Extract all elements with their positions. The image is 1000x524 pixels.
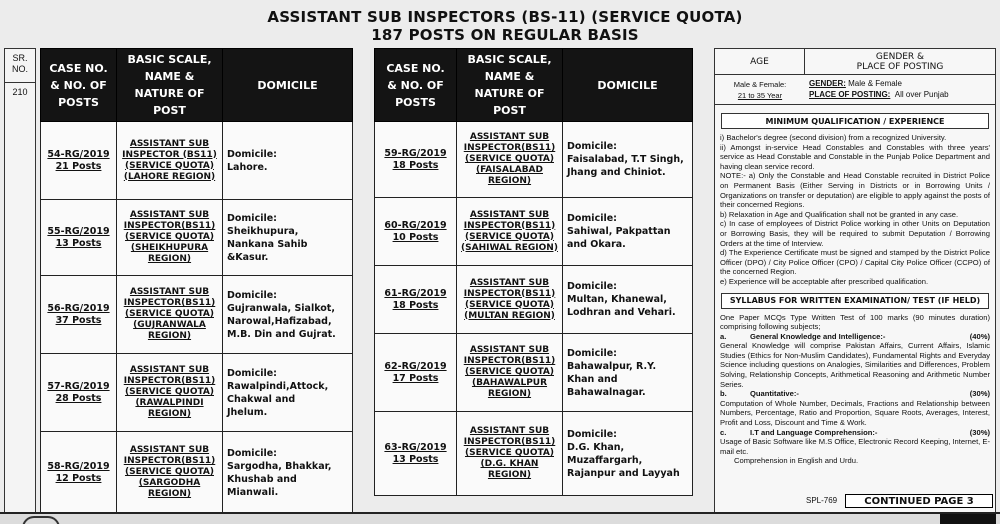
domicile-cell bbox=[223, 200, 353, 276]
domicile-line: Domicile: bbox=[567, 347, 617, 359]
post-scale-line: (SERVICE QUOTA) bbox=[124, 160, 214, 171]
domicile-line: Domicile: bbox=[227, 148, 277, 160]
domicile-line: Domicile: bbox=[567, 213, 617, 224]
domicile-line: Khushab and bbox=[227, 473, 297, 485]
subject-heading bbox=[720, 428, 990, 438]
posts-count: 13 Posts bbox=[55, 237, 102, 249]
header-line: CASE NO. bbox=[49, 61, 108, 75]
case-number: 54-RG/2019 bbox=[47, 148, 110, 160]
domicile-cell bbox=[563, 412, 693, 496]
subject-key: a. bbox=[720, 331, 727, 341]
domicile-line: Sahiwal, Pakpattan bbox=[567, 226, 671, 237]
post-scale-line: REGION) bbox=[487, 176, 532, 186]
post-scale-line: (FAISALABAD bbox=[476, 165, 543, 175]
posts-count: 18 Posts bbox=[392, 159, 439, 171]
table-header-row bbox=[375, 49, 693, 122]
subject-description: Computation of Whole Number, Decimals, Fractions and Relationship between Numbers, Percentage, Ratio and Proportion, Square Roots, Averages, Interest, Profit and Loss, Discount and Time & Work. bbox=[720, 398, 990, 428]
subject-heading bbox=[720, 389, 990, 399]
post-scale-line: (SHEIKHUPURA bbox=[130, 243, 209, 253]
page-number-tab bbox=[940, 514, 996, 524]
post-scale-line: ASSISTANT SUB bbox=[129, 365, 210, 375]
domicile-line: Domicile: bbox=[567, 141, 617, 152]
case-number-cell bbox=[375, 334, 457, 412]
age-value bbox=[715, 75, 805, 104]
domicile-line: Multan, Khanewal, bbox=[567, 294, 667, 305]
post-scale-line: INSPECTOR(BS11) bbox=[123, 456, 216, 466]
subject-title: I.T and Language Comprehension:- bbox=[750, 427, 878, 437]
qualification-item: i) Bachelor's degree (second division) from a recognized University. bbox=[720, 133, 947, 142]
case-number-cell bbox=[41, 276, 117, 354]
title-line-1: ASSISTANT SUB INSPECTORS (BS-11) (SERVICE QUOTA) bbox=[267, 8, 743, 26]
post-scale-cell bbox=[457, 198, 563, 266]
syllabus-header: SYLLABUS FOR WRITTEN EXAMINATION/ TEST (IF HELD) bbox=[721, 293, 989, 309]
posts-count: 13 Posts bbox=[392, 453, 439, 465]
post-scale-line: (SERVICE QUOTA) bbox=[464, 448, 554, 458]
serial-number-column bbox=[4, 48, 36, 522]
qualification-item: c) In case of employees of District Police working in other Units on Deputation or Borrowing Basis, they will be required to submit Deputation / Borrowing Orders at the time of Interview. bbox=[720, 219, 990, 248]
domicile-line: Domicile: bbox=[227, 367, 277, 379]
qualification-header: MINIMUM QUALIFICATION / EXPERIENCE bbox=[721, 113, 989, 129]
header-line: NATURE OF bbox=[134, 87, 205, 100]
posts-table-right bbox=[374, 48, 693, 496]
post-scale-cell bbox=[117, 354, 223, 432]
header-line: NAME & bbox=[484, 70, 535, 83]
serial-number-header bbox=[5, 49, 35, 83]
syllabus-intro: One Paper MCQs Type Written Test of 100 marks (90 minutes duration) comprising following subjects; bbox=[720, 312, 990, 332]
case-number-cell bbox=[41, 354, 117, 432]
serial-number-value: 210 bbox=[12, 87, 28, 97]
subject-pct: (30%) bbox=[969, 389, 990, 399]
post-scale-line: INSPECTOR(BS11) bbox=[463, 356, 556, 366]
case-number-cell bbox=[375, 266, 457, 334]
post-scale-line: ASSISTANT SUB bbox=[469, 277, 550, 288]
domicile-line: Jhelum. bbox=[227, 406, 268, 418]
posts-count: 12 Posts bbox=[55, 472, 102, 484]
case-header bbox=[41, 49, 117, 122]
domicile-line: Muzaffargarh, bbox=[567, 454, 643, 466]
posts-count: 17 Posts bbox=[392, 372, 439, 384]
subject-title: General Knowledge and Intelligence:- bbox=[750, 331, 886, 341]
posts-count: 10 Posts bbox=[392, 231, 439, 243]
header-line: CASE NO. bbox=[386, 61, 445, 75]
case-number: 56-RG/2019 bbox=[47, 302, 110, 314]
header-line: BASIC SCALE, bbox=[467, 53, 552, 66]
header-line: POSTS bbox=[58, 95, 99, 109]
domicile-header: DOMICILE bbox=[563, 49, 693, 122]
post-scale-line: (SERVICE QUOTA) bbox=[124, 309, 214, 319]
domicile-cell bbox=[223, 432, 353, 514]
domicile-line: Faisalabad, T.T Singh, bbox=[567, 154, 684, 165]
syllabus-last: Comprehension in English and Urdu. bbox=[734, 456, 859, 466]
gender-header-line-2: PLACE OF POSTING bbox=[856, 61, 944, 72]
subject-description: General Knowledge will comprise Pakistan Affairs, Current Affairs, Islamic Studies (Ethics for Non-Muslim Candidates), Fundamental Rights and Everyday Science including questions on Analogies, Similarities and Differences, Problem Solving, Relationship Concepts, Arithmetical Reasoning and Arithmetic Number Series. bbox=[720, 341, 990, 389]
header-line: NATURE OF bbox=[474, 87, 545, 100]
case-number-cell bbox=[375, 412, 457, 496]
header-line: & NO. OF bbox=[387, 78, 444, 92]
table-row bbox=[41, 276, 353, 354]
domicile-line: D.G. Khan, bbox=[567, 441, 625, 453]
table-row bbox=[375, 266, 693, 334]
post-scale-line: ASSISTANT SUB bbox=[129, 210, 210, 220]
domicile-line: Lodhran and Vehari. bbox=[567, 307, 676, 318]
syllabus-text bbox=[715, 313, 995, 467]
post-scale-cell bbox=[117, 122, 223, 200]
post-scale-line: INSPECTOR(BS11) bbox=[463, 143, 556, 153]
age-gender-values bbox=[715, 75, 995, 105]
scale-header bbox=[457, 49, 563, 122]
domicile-line: Domicile: bbox=[227, 289, 277, 301]
syllabus-subjects bbox=[720, 332, 990, 457]
posts-count: 21 Posts bbox=[55, 160, 102, 172]
qualification-item: e) Experience will be acceptable after prescribed qualification. bbox=[720, 276, 929, 286]
case-number: 62-RG/2019 bbox=[384, 360, 447, 372]
post-scale-line: INSPECTOR(BS11) bbox=[123, 221, 216, 231]
post-scale-line: (SAHIWAL REGION) bbox=[461, 242, 558, 253]
post-scale-line: ASSISTANT SUB bbox=[129, 445, 210, 455]
post-scale-line: INSPECTOR (BS11) bbox=[122, 149, 217, 160]
posting-text: All over Punjab bbox=[894, 90, 949, 99]
post-scale-cell bbox=[117, 276, 223, 354]
post-scale-line: (GUJRANWALA bbox=[133, 320, 206, 330]
domicile-line: Sheikhupura, bbox=[227, 225, 299, 237]
posts-count: 18 Posts bbox=[392, 299, 439, 311]
table-row bbox=[375, 334, 693, 412]
post-scale-line: REGION) bbox=[147, 254, 192, 264]
post-scale-line: (SERVICE QUOTA) bbox=[124, 467, 214, 477]
case-number: 61-RG/2019 bbox=[384, 287, 447, 299]
subject-pct: (30%) bbox=[969, 427, 990, 437]
post-scale-line: REGION) bbox=[147, 331, 192, 341]
header-line: POST bbox=[493, 104, 526, 117]
post-scale-line: (SERVICE QUOTA) bbox=[124, 387, 214, 397]
post-scale-line: INSPECTOR(BS11) bbox=[463, 437, 556, 447]
posts-table-left bbox=[40, 48, 353, 514]
qualification-item: d) The Experience Certificate must be signed and stamped by the District Police Officer (DPO) / City Police Officer (CPO) / Capital City Police Officer (CCPO) of the concerned Region. bbox=[720, 248, 990, 277]
post-scale-line: ASSISTANT SUB bbox=[469, 132, 550, 142]
table-header-row bbox=[41, 49, 353, 122]
post-scale-line: INSPECTOR(BS11) bbox=[463, 288, 556, 299]
scale-header bbox=[117, 49, 223, 122]
domicile-line: and Okara. bbox=[567, 239, 626, 250]
domicile-line: &Kasur. bbox=[227, 251, 269, 263]
post-scale-line: (SERVICE QUOTA) bbox=[464, 299, 554, 310]
subject-heading bbox=[720, 332, 990, 342]
qualification-item: NOTE:- a) Only the Constable and Head Constable recruited in District Police on Permanent Basis (Either Serving in Districts or in Borrowing Units / Organizations on transfer or deputation) are eligible to apply against the posts of their concerned Regions. bbox=[720, 171, 990, 210]
subject-key: b. bbox=[720, 389, 727, 399]
case-number: 59-RG/2019 bbox=[384, 147, 447, 159]
post-scale-line: INSPECTOR(BS11) bbox=[463, 220, 556, 231]
advert-code: SPL-769 bbox=[806, 496, 838, 505]
case-number-cell bbox=[41, 200, 117, 276]
domicile-line: Sargodha, Bhakkar, bbox=[227, 460, 332, 472]
gender-header bbox=[805, 49, 995, 74]
post-scale-line: (D.G. KHAN bbox=[480, 459, 539, 469]
qualification-item: ii) Amongst in-service Head Constables and Constables with three years' service as Head Constable and Constable in the Punjab Police Department and having clean service record. bbox=[720, 142, 990, 171]
bottom-strip bbox=[0, 512, 1000, 524]
post-scale-line: ASSISTANT SUB bbox=[129, 138, 210, 149]
domicile-line: Domicile: bbox=[227, 447, 277, 459]
gender-header-line-1: GENDER & bbox=[875, 51, 925, 62]
post-scale-cell bbox=[457, 412, 563, 496]
sr-header-line-2: NO. bbox=[11, 64, 28, 74]
sr-header-line-1: SR. bbox=[12, 53, 28, 63]
header-line: & NO. OF bbox=[50, 78, 107, 92]
case-number-cell bbox=[41, 122, 117, 200]
gender-value bbox=[805, 75, 995, 104]
post-scale-cell bbox=[117, 432, 223, 514]
case-number: 55-RG/2019 bbox=[47, 225, 110, 237]
posts-count: 37 Posts bbox=[55, 314, 102, 326]
post-scale-line: REGION) bbox=[487, 389, 532, 399]
domicile-line: Gujranwala, Sialkot, bbox=[227, 302, 335, 314]
post-scale-line: (RAWALPINDI bbox=[135, 398, 204, 408]
table-row bbox=[41, 122, 353, 200]
case-number-cell bbox=[375, 122, 457, 198]
domicile-cell bbox=[223, 276, 353, 354]
post-scale-cell bbox=[457, 122, 563, 198]
requirements-panel bbox=[714, 48, 996, 516]
domicile-line: Jhang and Chiniot. bbox=[567, 167, 666, 178]
table-row bbox=[41, 354, 353, 432]
post-scale-line: ASSISTANT SUB bbox=[469, 345, 550, 355]
post-scale-cell bbox=[457, 334, 563, 412]
table-row bbox=[375, 412, 693, 496]
domicile-cell bbox=[223, 354, 353, 432]
age-header: AGE bbox=[715, 49, 805, 74]
table-row bbox=[375, 198, 693, 266]
age-gender-header bbox=[715, 49, 995, 75]
post-scale-line: (SERVICE QUOTA) bbox=[464, 367, 554, 377]
case-header bbox=[375, 49, 457, 122]
case-number: 60-RG/2019 bbox=[384, 219, 447, 231]
domicile-line: Lahore. bbox=[227, 161, 268, 173]
page-title bbox=[30, 8, 980, 44]
posts-count: 28 Posts bbox=[55, 392, 102, 404]
domicile-line: Khan and bbox=[567, 373, 618, 385]
post-scale-cell bbox=[117, 200, 223, 276]
post-scale-line: (MULTAN REGION) bbox=[464, 310, 555, 321]
age-value-line-2: 21 to 35 Year bbox=[737, 91, 783, 100]
domicile-line: Nankana Sahib bbox=[227, 238, 308, 250]
post-scale-line: REGION) bbox=[147, 489, 192, 499]
subject-key: c. bbox=[720, 427, 727, 437]
domicile-header: DOMICILE bbox=[223, 49, 353, 122]
domicile-line: Domicile: bbox=[227, 212, 277, 224]
age-value-line-1: Male & Female: bbox=[733, 80, 787, 89]
case-number: 57-RG/2019 bbox=[47, 380, 110, 392]
post-scale-line: ASSISTANT SUB bbox=[469, 209, 550, 220]
post-scale-line: INSPECTOR(BS11) bbox=[123, 376, 216, 386]
domicile-line: Narowal,Hafizabad, bbox=[227, 315, 332, 327]
post-scale-line: (BAHAWALPUR bbox=[471, 378, 548, 388]
subject-description: Usage of Basic Software like M.S Office, Electronic Record Keeping, Internet, E-mail etc. bbox=[720, 437, 990, 456]
domicile-line: Rawalpindi,Attock, bbox=[227, 380, 329, 392]
case-number: 63-RG/2019 bbox=[384, 441, 447, 453]
domicile-line: M.B. Din and Gujrat. bbox=[227, 328, 336, 340]
domicile-cell bbox=[563, 334, 693, 412]
post-scale-line: (SARGODHA bbox=[138, 478, 201, 488]
post-scale-line: REGION) bbox=[487, 470, 532, 480]
domicile-line: Bahawalpur, R.Y. bbox=[567, 360, 657, 372]
domicile-line: Rajanpur and Layyah bbox=[567, 467, 680, 479]
domicile-line: Domicile: bbox=[567, 281, 617, 292]
qualification-item: b) Relaxation in Age and Qualification shall not be granted in any case. bbox=[720, 209, 959, 219]
case-number-cell bbox=[41, 432, 117, 514]
post-scale-line: INSPECTOR(BS11) bbox=[123, 298, 216, 308]
logo-arc-icon bbox=[22, 516, 60, 524]
domicile-line: Domicile: bbox=[567, 428, 617, 440]
title-line-2: 187 POSTS ON REGULAR BASIS bbox=[371, 26, 639, 44]
table-row bbox=[41, 432, 353, 514]
post-scale-line: (SERVICE QUOTA) bbox=[124, 232, 214, 242]
header-line: POSTS bbox=[395, 95, 436, 109]
header-line: BASIC SCALE, bbox=[127, 53, 212, 66]
subject-title: Quantitative:- bbox=[750, 389, 799, 399]
header-line: POST bbox=[153, 104, 186, 117]
domicile-cell bbox=[563, 266, 693, 334]
table-row bbox=[375, 122, 693, 198]
domicile-cell bbox=[223, 122, 353, 200]
domicile-line: Bahawalnagar. bbox=[567, 386, 646, 398]
post-scale-line: REGION) bbox=[147, 409, 192, 419]
case-number-cell bbox=[375, 198, 457, 266]
continued-banner: CONTINUED PAGE 3 bbox=[845, 494, 993, 508]
domicile-cell bbox=[563, 198, 693, 266]
posting-label: PLACE OF POSTING: bbox=[809, 90, 891, 99]
header-line: NAME & bbox=[144, 70, 195, 83]
post-scale-line: (SERVICE QUOTA) bbox=[464, 154, 554, 164]
post-scale-line: (SERVICE QUOTA) bbox=[464, 231, 554, 242]
post-scale-line: ASSISTANT SUB bbox=[469, 426, 550, 436]
gender-text: Male & Female bbox=[848, 79, 902, 88]
domicile-cell bbox=[563, 122, 693, 198]
post-scale-cell bbox=[457, 266, 563, 334]
gender-label: GENDER: bbox=[809, 79, 846, 88]
domicile-line: Chakwal and bbox=[227, 393, 296, 405]
post-scale-line: (LAHORE REGION) bbox=[123, 171, 216, 182]
domicile-line: Mianwali. bbox=[227, 486, 279, 498]
qualification-text bbox=[715, 133, 995, 287]
case-number: 58-RG/2019 bbox=[47, 460, 110, 472]
subject-pct: (40%) bbox=[969, 331, 990, 341]
table-row bbox=[41, 200, 353, 276]
post-scale-line: ASSISTANT SUB bbox=[129, 287, 210, 297]
